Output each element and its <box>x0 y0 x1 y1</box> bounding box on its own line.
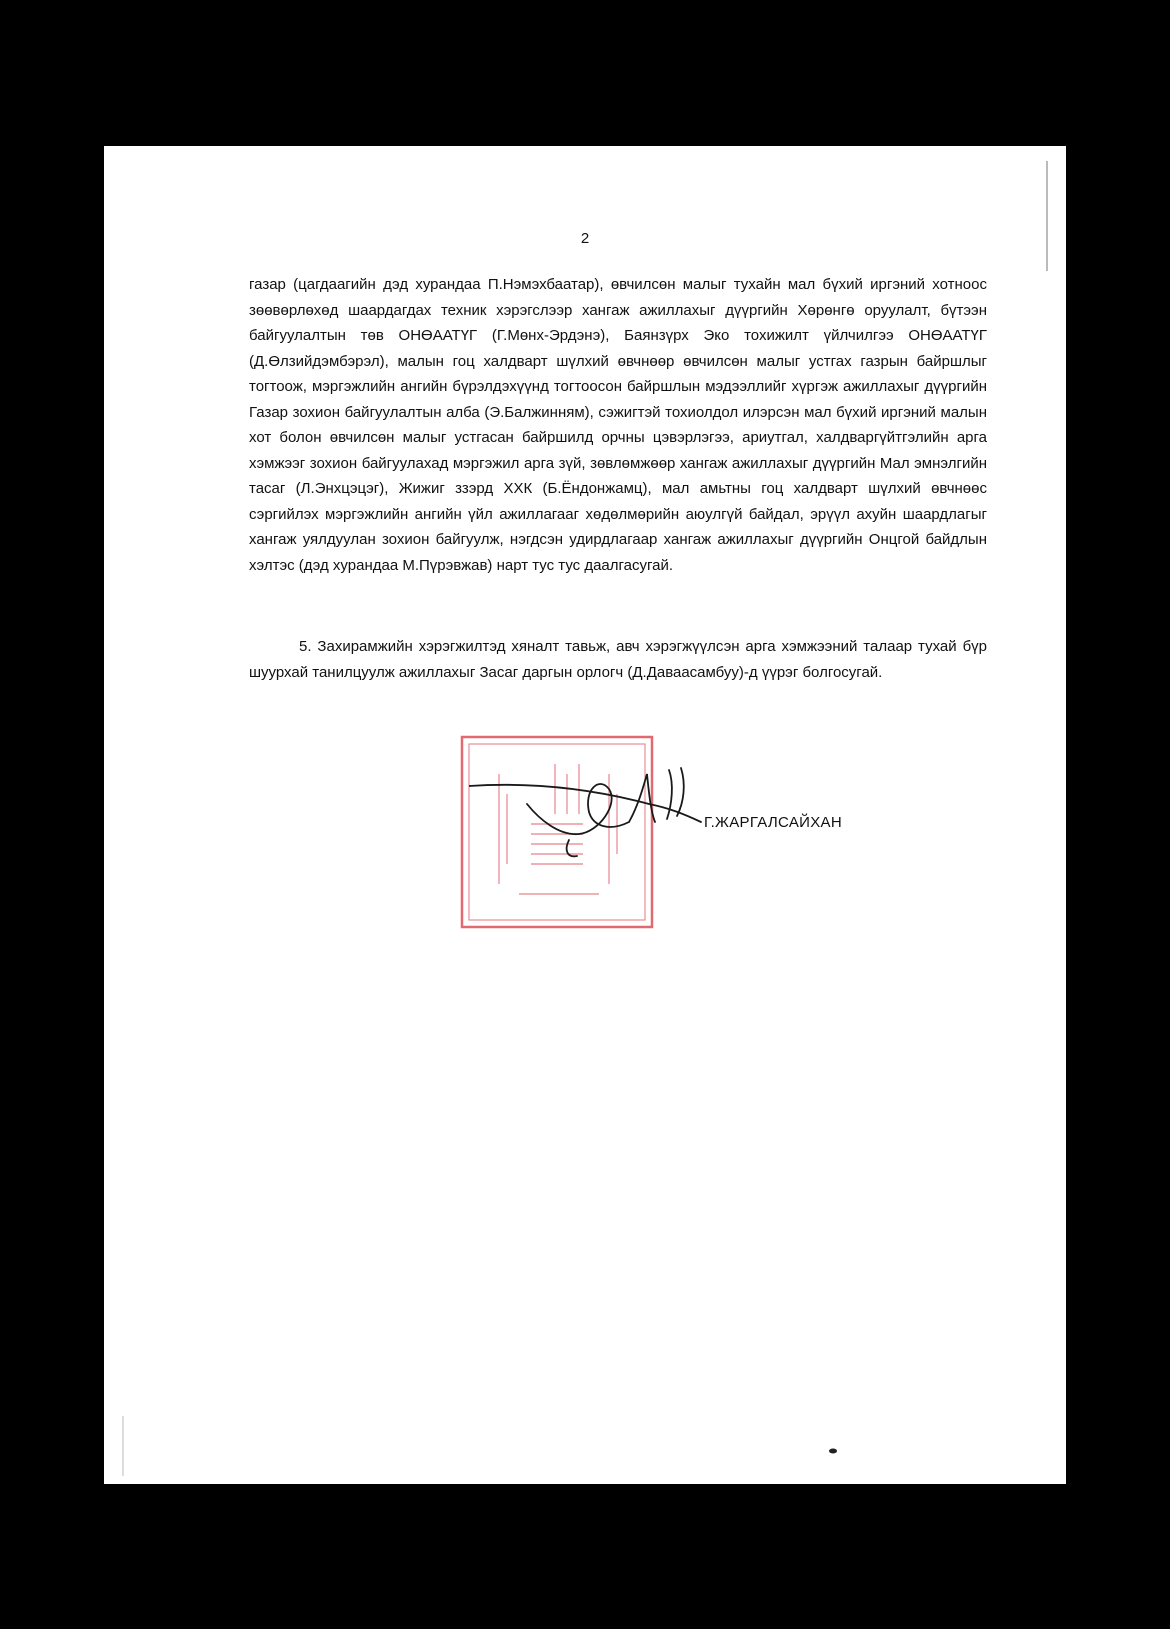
document-page <box>104 146 1066 1484</box>
page-number: 2 <box>580 230 590 247</box>
paragraph-continued: газар (цагдаагийн дэд хурандаа П.Нэмэхбаатар), өвчилсөн малыг тухайн мал бүхий иргэний хотноос зөөвөрлөхөд шаардагдах техник хэрэгслээр хангаж ажиллахыг дүүргийн Хөрөнгө оруулалт, бүтээн байгуулалтын төв ОНӨААТҮГ (Г.Мөнх-Эрдэнэ), Баянзүрх Эко тохижилт үйлчилгээ ОНӨААТҮГ (Д.Өлзийдэмбэрэл), малын гоц халдварт шүлхий өвчнөөр өвчилсөн малыг устгах газрын байршлыг тогтоож, мэргэжлийн ангийн бүрэлдэхүүнд тогтоосон байршлын мэдээллийг хүргэж ажиллахыг дүүргийн Газар зохион байгуулалтын алба (Э.Балжинням), сэжигтэй тохиолдол илэрсэн мал бүхий иргэний малын хот болон өвчилсөн малыг устгасан байршилд орчны цэвэрлэгээ, ариутгал, халдваргүйтгэлийн арга хэмжээг зохион байгуулахад мэргэжил арга зүй, зөвлөмжөөр хангаж ажиллахыг дүүргийн Мал эмнэлгийн тасаг (Л.Энхцэцэг), Жижиг ззэрд ХХК (Б.Ёндонжамц), мал амьтны гоц халдварт шүлхий өвчнөөс сэргийлэх мэргэжлийн ангийн үйл ажиллагааг хөдөлмөрийн аюулгүй байдал, эрүүл ахуйн шаардлагыг хангаж уялдуулан зохион байгуулж, нэгдсэн удирдлагаар хангаж ажиллахыг дүүргийн Онцгой байдлын хэлтэс (дэд хурандаа М.Пүрэвжав) нарт тус тус даалгасугай. <box>249 276 987 574</box>
paragraph-5: 5. Захирамжийн хэрэгжилтэд хяналт тавьж, авч хэрэгжүүлсэн арга хэмжээний талаар тухай бүр шуурхай танилцуулж ажиллахыг Засаг даргын орлогч (Д.Даваасамбуу)-д үүрэг болгосугай. <box>249 638 987 681</box>
signer-name: Г.ЖАРГАЛСАЙХАН <box>704 814 842 831</box>
scan-speck <box>828 1446 838 1454</box>
scan-edge-shadow <box>122 1416 124 1476</box>
scan-edge-line <box>1046 161 1048 271</box>
